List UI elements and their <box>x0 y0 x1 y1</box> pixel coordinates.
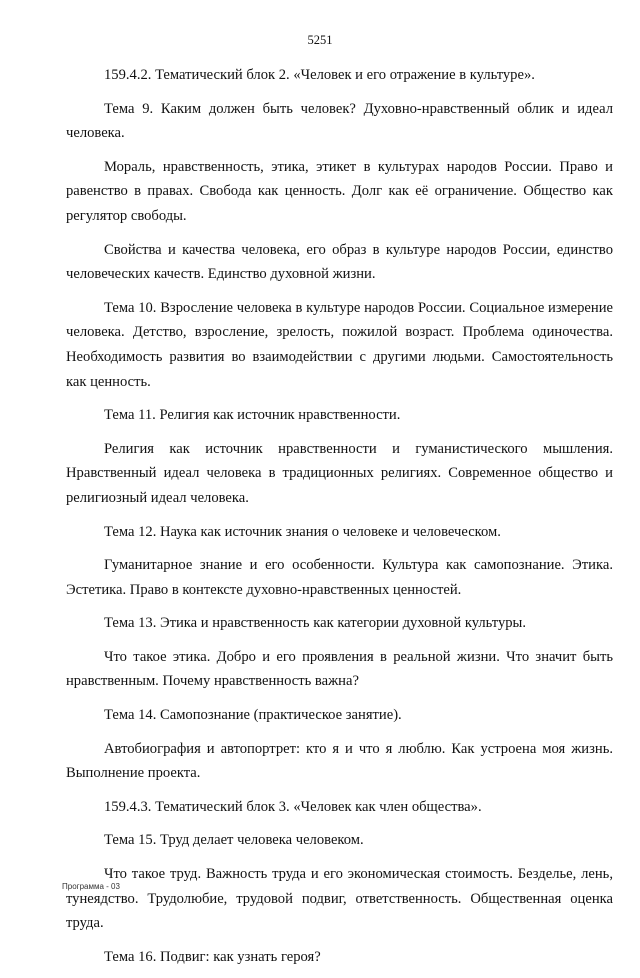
topic-heading-16: Тема 16. Подвиг: как узнать героя? <box>104 948 321 965</box>
paragraph-topic-10: Тема 10. Взросление человека в культуре народов России. Социальное измерение человека. Детство, взросление, зрелость, пожилой возраст. Проблема одиночества. Необходимость развития во взаимодействии с другими людьми. Самостоятельность как ценность. <box>66 299 613 390</box>
section-heading-block-3: 159.4.3. Тематический блок 3. «Человек как член общества». <box>104 798 482 815</box>
section-heading-block-2: 159.4.2. Тематический блок 2. «Человек и его отражение в культуре». <box>104 67 535 83</box>
page-number: 5251 <box>307 33 333 47</box>
paragraph-morality: Мораль, нравственность, этика, этикет в культурах народов России. Право и равенство в правах. Свобода как ценность. Долг как её ограничение. Общество как регулятор свободы. <box>66 158 613 224</box>
paragraph-religion: Религия как источник нравственности и гуманистического мышления. Нравственный идеал человека в традиционных религиях. Современное общество и религиозный идеал человека. <box>66 440 613 506</box>
paragraph-humanities: Гуманитарное знание и его особенности. Культура как самопознание. Этика. Эстетика. Право в контексте духовно-нравственных ценностей. <box>66 557 613 598</box>
topic-heading-14: Тема 14. Самопознание (практическое занятие). <box>104 707 402 724</box>
topic-heading-12: Тема 12. Наука как источник знания о человеке и человеческом. <box>104 523 501 540</box>
topic-heading-15: Тема 15. Труд делает человека человеком. <box>104 832 364 849</box>
paragraph-labor: Что такое труд. Важность труда и его экономическая стоимость. Безделье, лень, тунеядство. Трудолюбие, трудовой подвиг, ответственность. Общественная оценка труда. <box>66 866 613 932</box>
topic-heading-11: Тема 11. Религия как источник нравственности. <box>104 407 401 424</box>
topic-heading-13: Тема 13. Этика и нравственность как категории духовной культуры. <box>104 615 526 632</box>
footer-program-label: Программа - 03 <box>62 882 120 891</box>
paragraph-ethics: Что такое этика. Добро и его проявления в реальной жизни. Что значит быть нравственным. Почему нравственность важна? <box>66 648 613 690</box>
paragraph-autobiography: Автобиография и автопортрет: кто я и что я люблю. Как устроена моя жизнь. Выполнение проекта. <box>66 740 613 782</box>
paragraph-topic-9: Тема 9. Каким должен быть человек? Духовно-нравственный облик и идеал человека. <box>66 100 613 142</box>
document-body <box>66 63 613 978</box>
paragraph-qualities: Свойства и качества человека, его образ в культуре народов России, единство человеческих качеств. Единство духовной жизни. <box>66 241 613 283</box>
